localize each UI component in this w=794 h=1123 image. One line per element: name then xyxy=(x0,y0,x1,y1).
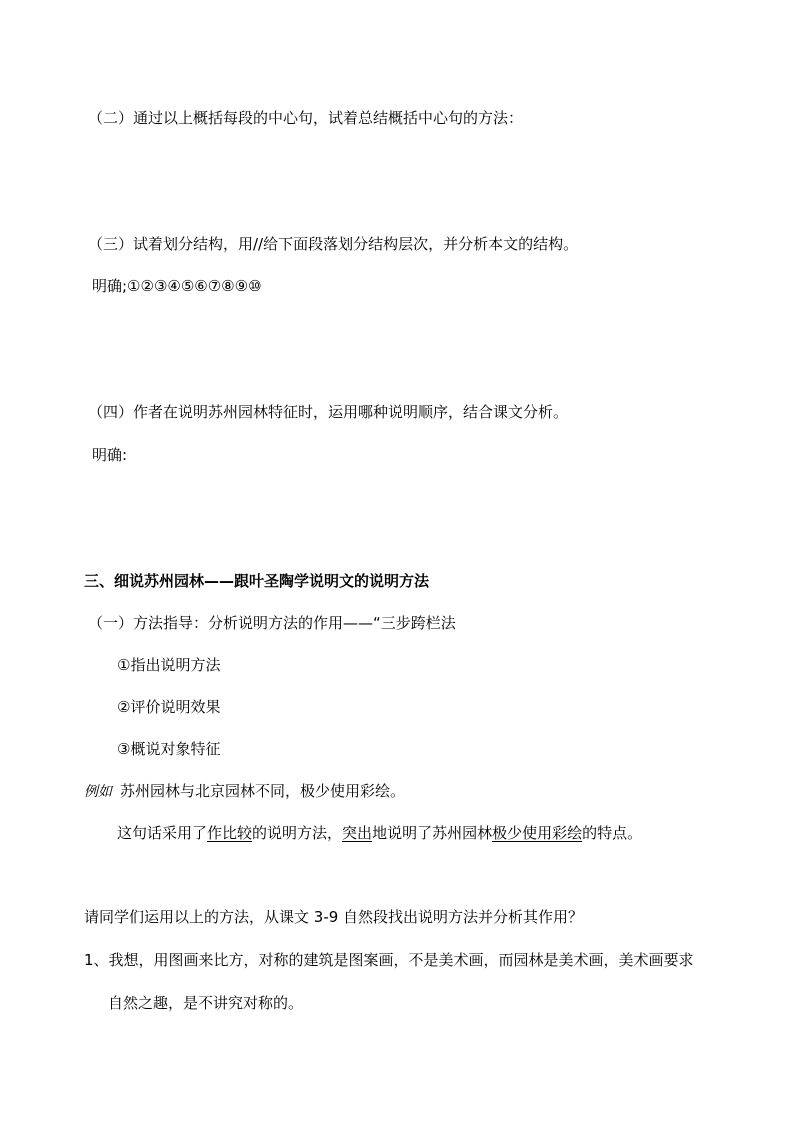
analysis-text-4: 的特点。 xyxy=(582,824,643,842)
section-3-question: （三）试着划分结构，用//给下面段落划分结构层次，并分析本文的结构。 xyxy=(88,235,579,253)
step-1: ①指出说明方法 xyxy=(117,656,221,674)
step-2: ②评价说明效果 xyxy=(117,698,221,716)
analysis-method-underlined: 作比较 xyxy=(207,824,253,842)
analysis-text-2: 的说明方法， xyxy=(252,824,343,842)
example-sentence: 苏州园林与北京园林不同，极少使用彩绘。 xyxy=(120,782,406,800)
method-intro: （一）方法指导：分析说明方法的作用——“三步跨栏法 xyxy=(88,614,456,632)
item-1-line-1: 1、我想，用图画来比方，对称的建筑是图案画，不是美术画，而园林是美术画，美术画要求 xyxy=(84,951,694,969)
example-tag: 例如 xyxy=(84,784,112,800)
step-3: ③概说对象特征 xyxy=(117,740,221,758)
example-line xyxy=(84,781,405,802)
section-4-question: （四）作者在说明苏州园林特征时，运用哪种说明顺序，结合课文分析。 xyxy=(88,403,569,421)
section-3-answer: 明确;①②③④⑤⑥⑦⑧⑨⑩ xyxy=(92,277,262,295)
part-3-heading: 三、细说苏州园林——跟叶圣陶学说明文的说明方法 xyxy=(84,572,430,590)
analysis-feature-underlined: 极少使用彩绘 xyxy=(492,824,583,842)
example-analysis xyxy=(117,823,642,843)
analysis-text-3: 地说明了苏州园林 xyxy=(372,824,493,842)
section-2-question: （二）通过以上概括每段的中心句，试着总结概括中心句的方法： xyxy=(88,109,524,127)
task-prompt: 请同学们运用以上的方法，从课文 3-9 自然段找出说明方法并分析其作用？ xyxy=(84,908,584,926)
section-4-answer: 明确: xyxy=(92,446,128,464)
item-1-line-2: 自然之趣，是不讲究对称的。 xyxy=(108,994,304,1012)
analysis-text-1: 这句话采用了 xyxy=(117,824,208,842)
analysis-effect-underlined: 突出 xyxy=(342,824,373,842)
